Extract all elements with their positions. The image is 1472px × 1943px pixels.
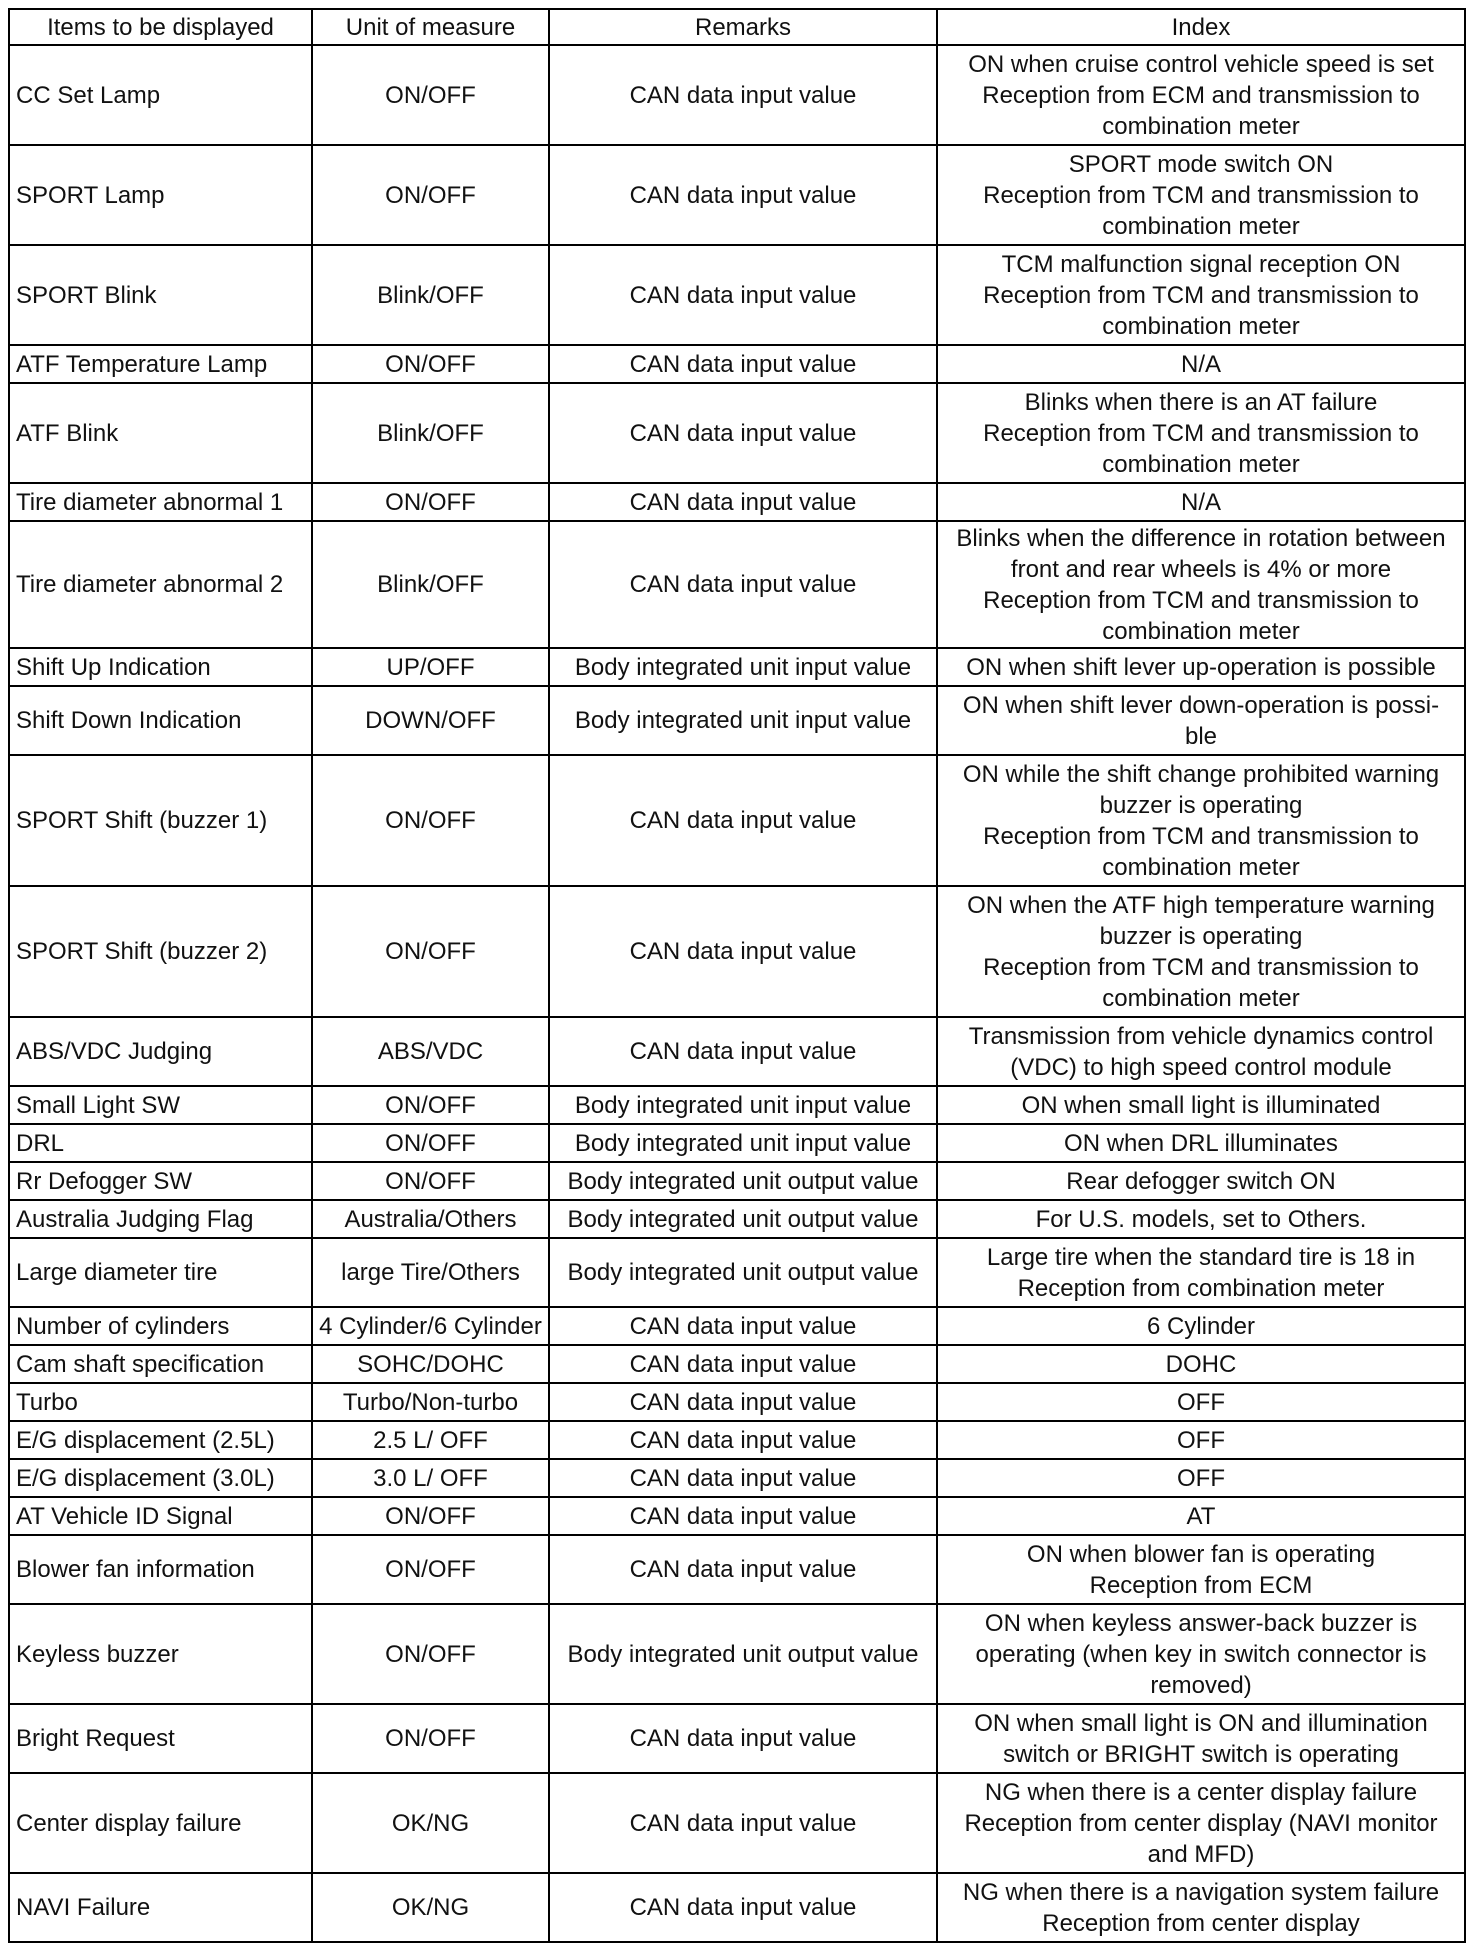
item-cell: Bright Request: [9, 1704, 312, 1773]
index-cell: 6 Cylinder: [937, 1307, 1465, 1345]
table-body: [9, 45, 1465, 1942]
index-cell: ON when keyless answer-back buzzer is operating (when key in switch connector is removed): [937, 1604, 1465, 1704]
unit-cell: ON/OFF: [312, 755, 549, 886]
table-row: [9, 1459, 1465, 1497]
index-cell: TCM malfunction signal reception ON Reception from TCM and transmission to combination meter: [937, 245, 1465, 345]
remarks-cell: CAN data input value: [549, 1383, 937, 1421]
unit-cell: Australia/Others: [312, 1200, 549, 1238]
remarks-cell: CAN data input value: [549, 886, 937, 1017]
index-cell: Blinks when there is an AT failure Reception from TCM and transmission to combination meter: [937, 383, 1465, 483]
index-cell: ON when DRL illuminates: [937, 1124, 1465, 1162]
remarks-cell: CAN data input value: [549, 1017, 937, 1086]
table-row: [9, 1307, 1465, 1345]
index-cell: ON when blower fan is operating Reception from ECM: [937, 1535, 1465, 1604]
header-remarks: Remarks: [549, 9, 937, 45]
table-row: [9, 1238, 1465, 1307]
remarks-cell: CAN data input value: [549, 1873, 937, 1942]
unit-cell: UP/OFF: [312, 648, 549, 686]
unit-cell: ON/OFF: [312, 483, 549, 521]
index-cell: ON when small light is ON and illumination switch or BRIGHT switch is operating: [937, 1704, 1465, 1773]
unit-cell: OK/NG: [312, 1773, 549, 1873]
remarks-cell: Body integrated unit output value: [549, 1238, 937, 1307]
table-row: [9, 886, 1465, 1017]
index-cell: SPORT mode switch ON Reception from TCM and transmission to combination meter: [937, 145, 1465, 245]
index-cell: ON while the shift change prohibited warning buzzer is operating Reception from TCM and transmission to combination meter: [937, 755, 1465, 886]
index-cell: ON when cruise control vehicle speed is set Reception from ECM and transmission to combination meter: [937, 45, 1465, 145]
unit-cell: ON/OFF: [312, 1704, 549, 1773]
remarks-cell: Body integrated unit input value: [549, 1086, 937, 1124]
remarks-cell: CAN data input value: [549, 1421, 937, 1459]
remarks-cell: CAN data input value: [549, 1345, 937, 1383]
remarks-cell: CAN data input value: [549, 245, 937, 345]
table-row: [9, 1086, 1465, 1124]
item-cell: Shift Down Indication: [9, 686, 312, 755]
unit-cell: large Tire/Others: [312, 1238, 549, 1307]
remarks-cell: CAN data input value: [549, 483, 937, 521]
header-items: Items to be displayed: [9, 9, 312, 45]
unit-cell: OK/NG: [312, 1873, 549, 1942]
item-cell: SPORT Shift (buzzer 1): [9, 755, 312, 886]
table-row: [9, 1124, 1465, 1162]
unit-cell: ON/OFF: [312, 886, 549, 1017]
item-cell: AT Vehicle ID Signal: [9, 1497, 312, 1535]
index-cell: NG when there is a center display failure Reception from center display (NAVI monitor and MFD): [937, 1773, 1465, 1873]
header-index: Index: [937, 9, 1465, 45]
index-cell: ON when small light is illuminated: [937, 1086, 1465, 1124]
unit-cell: Blink/OFF: [312, 383, 549, 483]
table-row: [9, 521, 1465, 648]
unit-cell: ON/OFF: [312, 1535, 549, 1604]
index-cell: OFF: [937, 1421, 1465, 1459]
index-cell: For U.S. models, set to Others.: [937, 1200, 1465, 1238]
item-cell: Rr Defogger SW: [9, 1162, 312, 1200]
table-row: [9, 145, 1465, 245]
unit-cell: ON/OFF: [312, 1497, 549, 1535]
item-cell: Turbo: [9, 1383, 312, 1421]
unit-cell: Blink/OFF: [312, 521, 549, 648]
remarks-cell: CAN data input value: [549, 1704, 937, 1773]
item-cell: E/G displacement (2.5L): [9, 1421, 312, 1459]
remarks-cell: Body integrated unit output value: [549, 1604, 937, 1704]
table-row: [9, 755, 1465, 886]
unit-cell: Blink/OFF: [312, 245, 549, 345]
item-cell: Blower fan information: [9, 1535, 312, 1604]
remarks-cell: Body integrated unit output value: [549, 1200, 937, 1238]
unit-cell: ON/OFF: [312, 1162, 549, 1200]
data-monitor-table: [8, 8, 1466, 1943]
unit-cell: ON/OFF: [312, 1086, 549, 1124]
item-cell: Cam shaft specification: [9, 1345, 312, 1383]
table-row: [9, 648, 1465, 686]
table-row: [9, 1383, 1465, 1421]
header-unit: Unit of measure: [312, 9, 549, 45]
table-row: [9, 1421, 1465, 1459]
index-cell: NG when there is a navigation system failure Reception from center display: [937, 1873, 1465, 1942]
item-cell: SPORT Blink: [9, 245, 312, 345]
item-cell: Tire diameter abnormal 2: [9, 521, 312, 648]
table-row: [9, 383, 1465, 483]
index-cell: Transmission from vehicle dynamics control (VDC) to high speed control module: [937, 1017, 1465, 1086]
remarks-cell: CAN data input value: [549, 1307, 937, 1345]
table-row: [9, 1604, 1465, 1704]
item-cell: Small Light SW: [9, 1086, 312, 1124]
item-cell: DRL: [9, 1124, 312, 1162]
remarks-cell: CAN data input value: [549, 1459, 937, 1497]
item-cell: ATF Temperature Lamp: [9, 345, 312, 383]
index-cell: ON when the ATF high temperature warning buzzer is operating Reception from TCM and transmission to combination meter: [937, 886, 1465, 1017]
item-cell: Large diameter tire: [9, 1238, 312, 1307]
item-cell: Keyless buzzer: [9, 1604, 312, 1704]
index-cell: OFF: [937, 1459, 1465, 1497]
table-row: [9, 245, 1465, 345]
table-row: [9, 483, 1465, 521]
remarks-cell: CAN data input value: [549, 1497, 937, 1535]
index-cell: Blinks when the difference in rotation between front and rear wheels is 4% or more Reception from TCM and transmission to combination meter: [937, 521, 1465, 648]
table-row: [9, 345, 1465, 383]
item-cell: NAVI Failure: [9, 1873, 312, 1942]
table-row: [9, 1497, 1465, 1535]
item-cell: Center display failure: [9, 1773, 312, 1873]
remarks-cell: CAN data input value: [549, 755, 937, 886]
remarks-cell: CAN data input value: [549, 145, 937, 245]
unit-cell: 2.5 L/ OFF: [312, 1421, 549, 1459]
table-row: [9, 1704, 1465, 1773]
item-cell: Australia Judging Flag: [9, 1200, 312, 1238]
table-row: [9, 686, 1465, 755]
unit-cell: ON/OFF: [312, 45, 549, 145]
table-row: [9, 1200, 1465, 1238]
remarks-cell: Body integrated unit input value: [549, 648, 937, 686]
item-cell: ABS/VDC Judging: [9, 1017, 312, 1086]
unit-cell: SOHC/DOHC: [312, 1345, 549, 1383]
unit-cell: Turbo/Non-turbo: [312, 1383, 549, 1421]
item-cell: Number of cylinders: [9, 1307, 312, 1345]
index-cell: ON when shift lever up-operation is possible: [937, 648, 1465, 686]
item-cell: SPORT Lamp: [9, 145, 312, 245]
item-cell: ATF Blink: [9, 383, 312, 483]
item-cell: SPORT Shift (buzzer 2): [9, 886, 312, 1017]
remarks-cell: CAN data input value: [549, 1535, 937, 1604]
index-cell: AT: [937, 1497, 1465, 1535]
unit-cell: 4 Cylinder/6 Cylinder: [312, 1307, 549, 1345]
remarks-cell: CAN data input value: [549, 1773, 937, 1873]
index-cell: Rear defogger switch ON: [937, 1162, 1465, 1200]
remarks-cell: Body integrated unit output value: [549, 1162, 937, 1200]
remarks-cell: CAN data input value: [549, 383, 937, 483]
index-cell: DOHC: [937, 1345, 1465, 1383]
table-row: [9, 45, 1465, 145]
table-row: [9, 1017, 1465, 1086]
item-cell: E/G displacement (3.0L): [9, 1459, 312, 1497]
header-row: [9, 9, 1465, 45]
index-cell: Large tire when the standard tire is 18 in Reception from combination meter: [937, 1238, 1465, 1307]
table-row: [9, 1873, 1465, 1942]
item-cell: CC Set Lamp: [9, 45, 312, 145]
remarks-cell: CAN data input value: [549, 521, 937, 648]
unit-cell: ON/OFF: [312, 1604, 549, 1704]
remarks-cell: CAN data input value: [549, 45, 937, 145]
unit-cell: 3.0 L/ OFF: [312, 1459, 549, 1497]
unit-cell: DOWN/OFF: [312, 686, 549, 755]
remarks-cell: Body integrated unit input value: [549, 686, 937, 755]
item-cell: Tire diameter abnormal 1: [9, 483, 312, 521]
item-cell: Shift Up Indication: [9, 648, 312, 686]
table-row: [9, 1345, 1465, 1383]
unit-cell: ON/OFF: [312, 1124, 549, 1162]
table-row: [9, 1773, 1465, 1873]
remarks-cell: CAN data input value: [549, 345, 937, 383]
index-cell: N/A: [937, 345, 1465, 383]
table-row: [9, 1535, 1465, 1604]
index-cell: OFF: [937, 1383, 1465, 1421]
remarks-cell: Body integrated unit input value: [549, 1124, 937, 1162]
index-cell: N/A: [937, 483, 1465, 521]
unit-cell: ON/OFF: [312, 145, 549, 245]
table-row: [9, 1162, 1465, 1200]
unit-cell: ABS/VDC: [312, 1017, 549, 1086]
index-cell: ON when shift lever down-operation is possi- ble: [937, 686, 1465, 755]
unit-cell: ON/OFF: [312, 345, 549, 383]
